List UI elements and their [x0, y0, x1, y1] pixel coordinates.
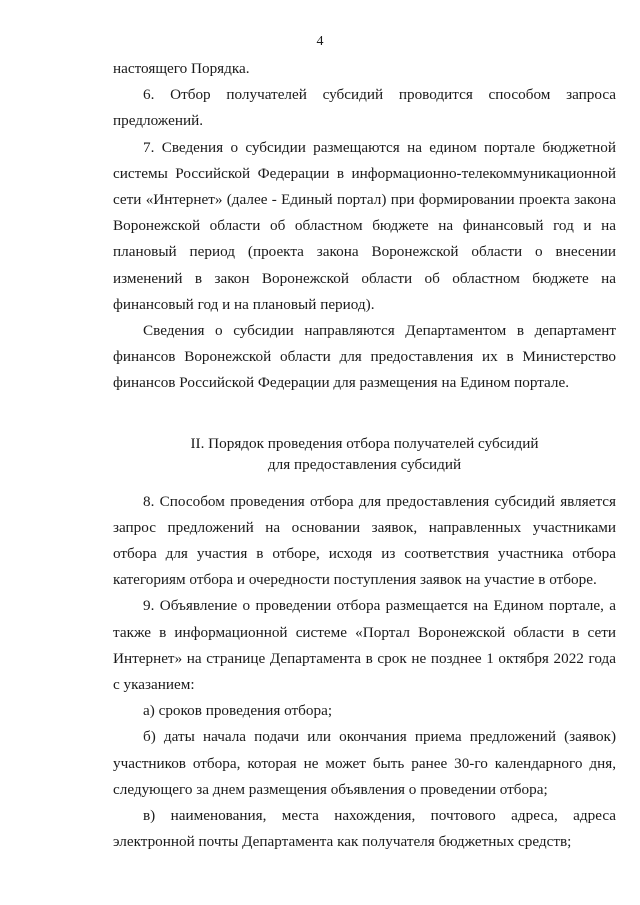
paragraph-item-8: 8. Способом проведения отбора для предоставления субсидий является запрос предложений на основании заявок, направленных участниками отбора для участия в отборе, исходя из соответствия участника отбора категориям отбора и очередности поступления заявок на участие в отборе.: [113, 492, 616, 589]
paragraph-item-6: 6. Отбор получателей субсидий проводится способом запроса предложений.: [113, 86, 616, 130]
paragraph-item-9: 9. Объявление о проведении отбора размещается на Едином портале, а также в информационной системе «Портал Воронежской области в сети Интернет» на странице Департамента в срок не позднее 1 октября 2022 года с указанием:: [113, 597, 616, 694]
list-item-v: в) наименования, места нахождения, почтового адреса, адреса электронной почты Департамента как получателя бюджетных средств;: [113, 807, 616, 851]
section-heading-line2: для предоставления субсидий: [267, 455, 462, 473]
document-body: [113, 56, 616, 855]
paragraph-continuation: настоящего Порядка.: [113, 60, 250, 77]
paragraph-item-7: 7. Сведения о субсидии размещаются на едином портале бюджетной системы Российской Федерации в информационно-телекоммуникационной сети «Интернет» (далее - Единый портал) при формировании проекта закона Воронежской области об областном бюджете на финансовый год и на плановый период (проекта закона Воронежской области о внесении изменений в закон Воронежской области об областном бюджете на финансовый год и на плановый период).: [113, 138, 616, 313]
section-heading: [113, 433, 616, 475]
list-item-a: а) сроков проведения отбора;: [143, 702, 333, 720]
page-number: 4: [316, 34, 324, 49]
section-heading-line1: II. Порядок проведения отбора получателей субсидий: [190, 434, 539, 452]
list-item-b: б) даты начала подачи или окончания приема предложений (заявок) участников отбора, которая не может быть ранее 30-го календарного дня, следующего за днем размещения объявления о проведении отбора;: [113, 728, 616, 798]
paragraph-subsidy-info: Сведения о субсидии направляются Департаментом в департамент финансов Воронежской области для предоставления их в Министерство финансов Российской Федерации для размещения на Едином портале.: [113, 322, 616, 392]
